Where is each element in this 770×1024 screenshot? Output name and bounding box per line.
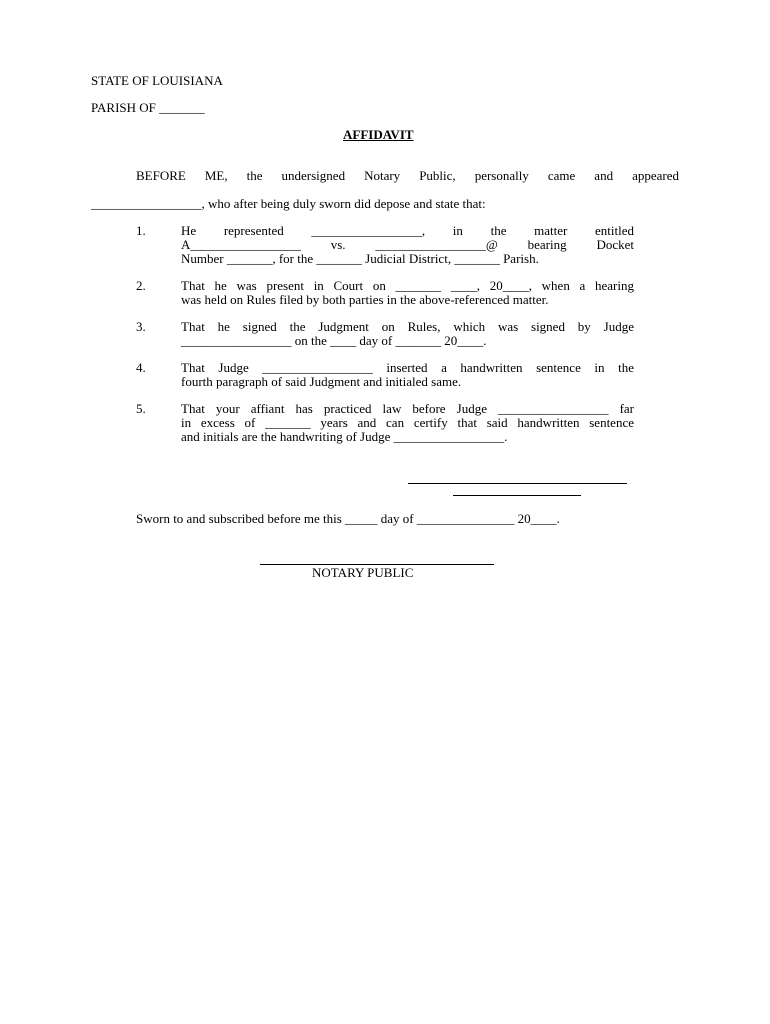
- document-title: AFFIDAVIT: [343, 127, 414, 142]
- item-line: That your affiant has practiced law before Judge _________________ far: [181, 401, 634, 416]
- item-4-paragraph: [181, 361, 634, 389]
- item-line: That he signed the Judgment on Rules, which was signed by Judge: [181, 319, 634, 334]
- item-line: and initials are the handwriting of Judge _________________.: [181, 429, 508, 444]
- item-number: 2.: [136, 278, 146, 293]
- item-line: was held on Rules filed by both parties in the above-referenced matter.: [181, 292, 549, 307]
- item-line: in excess of _______ years and can certify that said handwritten sentence: [181, 415, 634, 430]
- affiant-name-line[interactable]: [453, 495, 581, 496]
- item-line: fourth paragraph of said Judgment and initialed same.: [181, 374, 462, 389]
- affiant-signature-line[interactable]: [408, 483, 627, 484]
- item-number: 1.: [136, 223, 146, 238]
- item-number: 4.: [136, 360, 146, 375]
- item-5-paragraph: [181, 402, 634, 444]
- notary-public-label: NOTARY PUBLIC: [312, 565, 414, 580]
- intro-line-2: _________________, who after being duly sworn did depose and state that:: [91, 196, 486, 211]
- item-line: _________________ on the ____ day of _______ 20____.: [181, 333, 487, 348]
- item-line: Number _______, for the _______ Judicial District, _______ Parish.: [181, 251, 539, 266]
- item-2-paragraph: [181, 279, 634, 307]
- item-number: 3.: [136, 319, 146, 334]
- item-number: 5.: [136, 401, 146, 416]
- state-line: STATE OF LOUISIANA: [91, 73, 223, 88]
- intro-line-1: BEFORE ME, the undersigned Notary Public, personally came and appeared: [136, 168, 679, 183]
- item-line: A_________________ vs. _________________@ bearing Docket: [181, 237, 634, 252]
- sworn-line: Sworn to and subscribed before me this _____ day of _______________ 20____.: [136, 511, 560, 526]
- item-line: That Judge _________________ inserted a handwritten sentence in the: [181, 360, 634, 375]
- item-3-paragraph: [181, 320, 634, 348]
- item-line: He represented _________________, in the matter entitled: [181, 223, 634, 238]
- parish-line: PARISH OF _______: [91, 100, 205, 115]
- item-line: That he was present in Court on _______ ____, 20____, when a hearing: [181, 278, 634, 293]
- item-1-paragraph: [181, 224, 634, 266]
